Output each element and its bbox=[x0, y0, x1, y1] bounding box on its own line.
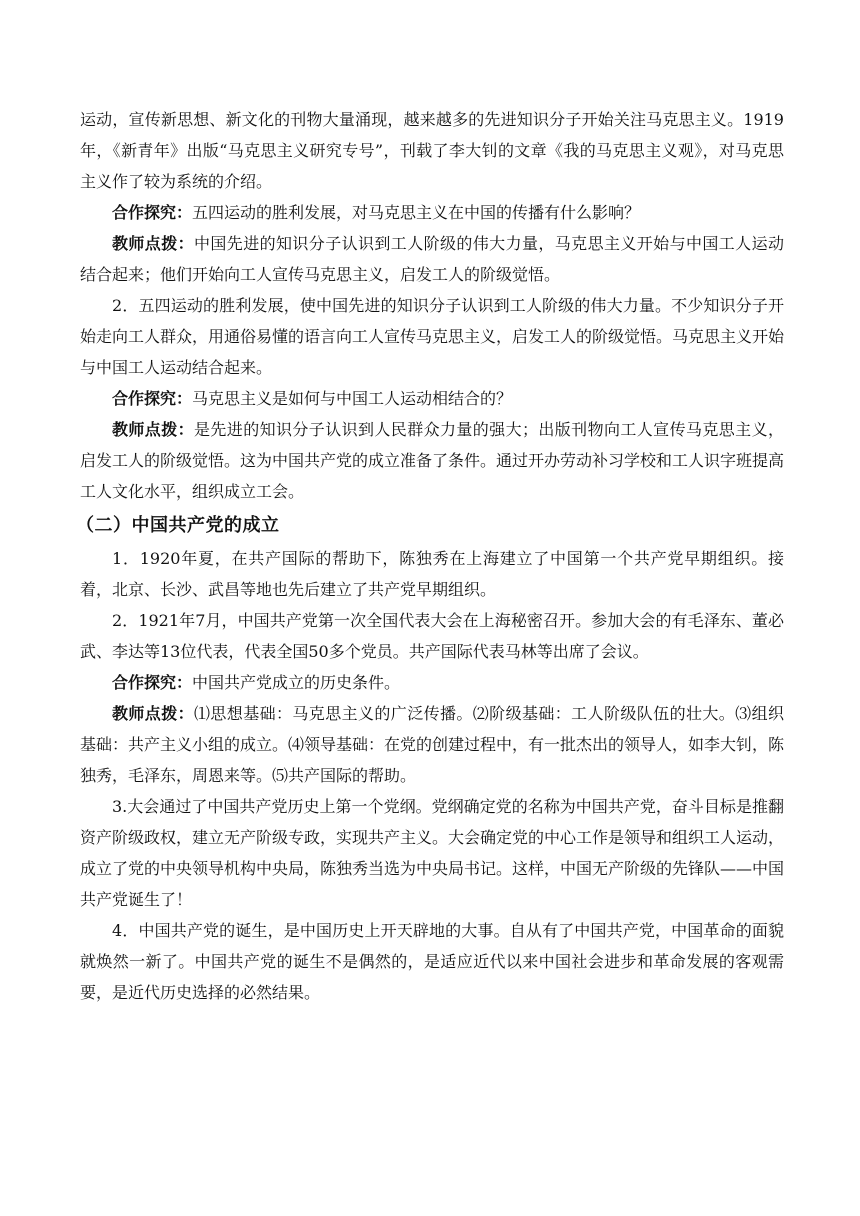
guidance-text: 是先进的知识分子认识到人民群众力量的强大；出版刊物向工人宣传马克思主义，启发工人的阶级觉悟。这为中国共产党的成立准备了条件。通过开办劳动补习学校和工人识字班提高工人文化水平，组织成立工会。 bbox=[80, 420, 785, 501]
guidance-label: 教师点拨： bbox=[112, 234, 194, 253]
guidance-label: 教师点拨： bbox=[112, 420, 194, 439]
question-label: 合作探究： bbox=[112, 203, 193, 222]
document-page bbox=[76, 104, 785, 1008]
question-text: 中国共产党成立的历史条件。 bbox=[192, 673, 401, 692]
section2-paragraph-3: 3.大会通过了中国共产党历史上第一个党纲。党纲确定党的名称为中国共产党，奋斗目标是推翻资产阶级政权，建立无产阶级专政，实现共产主义。大会确定党的中心工作是领导和组织工人运动，成立了党的中央领导机构中央局，陈独秀当选为中央局书记。这样，中国无产阶级的先锋队——中国共产党诞生了！ bbox=[80, 797, 785, 909]
question-label: 合作探究： bbox=[112, 673, 193, 692]
cooperative-question-2 bbox=[80, 383, 784, 414]
teacher-guidance-2 bbox=[80, 414, 784, 507]
question-label: 合作探究： bbox=[112, 389, 193, 408]
cooperative-question-1 bbox=[80, 197, 784, 228]
guidance-text: 中国先进的知识分子认识到工人阶级的伟大力量，马克思主义开始与中国工人运动结合起来；他们开始向工人宣传马克思主义，启发工人的阶级觉悟。 bbox=[80, 234, 784, 284]
section2-paragraph-2: 2．1921年7月，中国共产党第一次全国代表大会在上海秘密召开。参加大会的有毛泽东、董必武、李达等13位代表，代表全国50多个党员。共产国际代表马林等出席了会议。 bbox=[80, 611, 784, 661]
section2-paragraph-4: 4．中国共产党的诞生，是中国历史上开天辟地的大事。自从有了中国共产党，中国革命的面貌就焕然一新了。中国共产党的诞生不是偶然的，是适应近代以来中国社会进步和革命发展的客观需要，是近代历史选择的必然结果。 bbox=[80, 921, 784, 1002]
teacher-guidance-1 bbox=[80, 228, 784, 290]
question-text: 马克思主义是如何与中国工人运动相结合的？ bbox=[192, 389, 513, 408]
question-text: 五四运动的胜利发展，对马克思主义在中国的传播有什么影响？ bbox=[192, 203, 641, 222]
paragraph-2: 2．五四运动的胜利发展，使中国先进的知识分子认识到工人阶级的伟大力量。不少知识分子开始走向工人群众，用通俗易懂的语言向工人宣传马克思主义，启发工人的阶级觉悟。马克思主义开始与中国工人运动结合起来。 bbox=[80, 296, 785, 377]
section-heading: （二）中国共产党的成立 bbox=[76, 515, 280, 536]
cooperative-question-3 bbox=[80, 667, 784, 698]
guidance-text: ⑴思想基础：马克思主义的广泛传播。⑵阶级基础：工人阶级队伍的壮大。⑶组织基础：共产主义小组的成立。⑷领导基础：在党的创建过程中，有一批杰出的领导人，如李大钊，陈独秀，毛泽东，周恩来等。⑸共产国际的帮助。 bbox=[80, 704, 785, 785]
guidance-label: 教师点拨： bbox=[112, 704, 194, 723]
teacher-guidance-3 bbox=[80, 698, 784, 791]
paragraph-intro: 运动，宣传新思想、新文化的刊物大量涌现，越来越多的先进知识分子开始关注马克思主义。1919年，《新青年》出版“马克思主义研究专号”，刊载了李大钊的文章《我的马克思主义观》，对马克思主义作了较为系统的介绍。 bbox=[80, 110, 784, 191]
section2-paragraph-1: 1．1920年夏，在共产国际的帮助下，陈独秀在上海建立了中国第一个共产党早期组织。接着，北京、长沙、武昌等地也先后建立了共产党早期组织。 bbox=[80, 549, 784, 599]
